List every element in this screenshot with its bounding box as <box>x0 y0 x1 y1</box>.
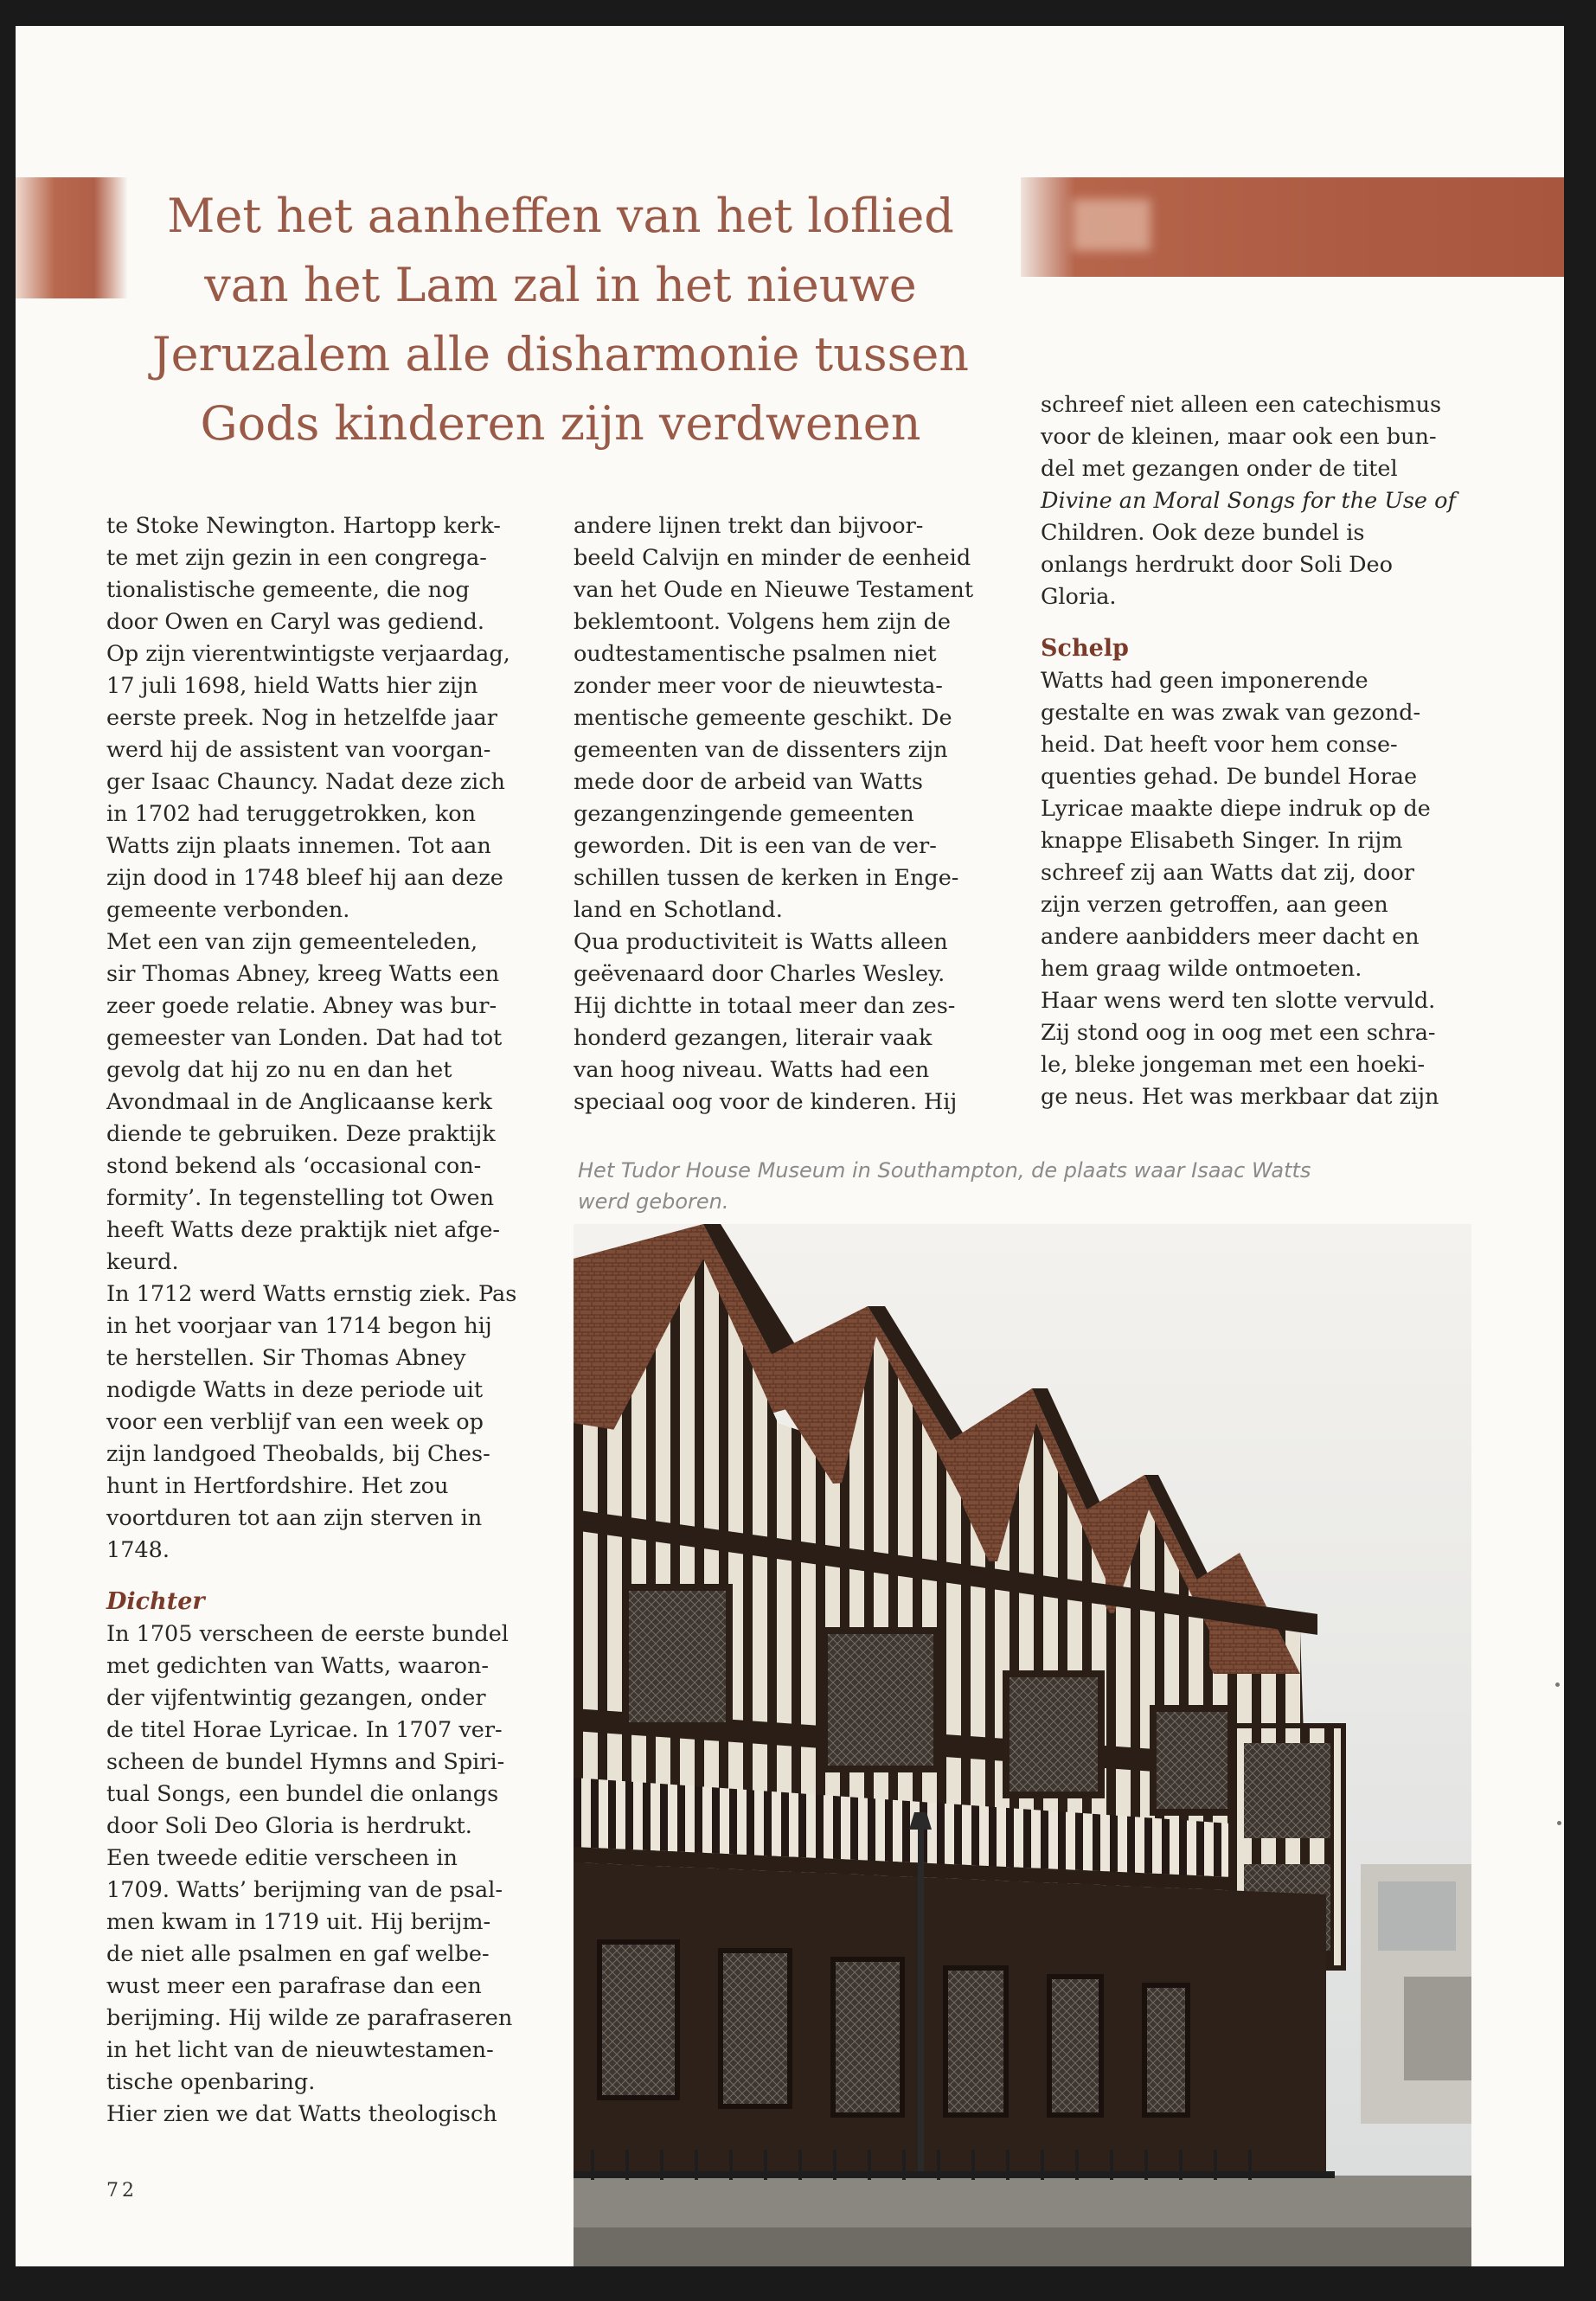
text-line: 1709. Watts’ berijming van de psal- <box>106 1877 503 1903</box>
text-line: Lyricae maakte diepe indruk op de <box>1041 796 1431 822</box>
text-line: in het licht van de nieuwtestamen- <box>106 2037 494 2063</box>
text-line: Watts had geen imponerende <box>1041 668 1368 694</box>
text-line: eerste preek. Nog in hetzelfde jaar <box>106 705 497 731</box>
text-line: andere aanbidders meer dacht en <box>1041 924 1420 950</box>
text-line: stond bekend als ‘occasional con- <box>106 1153 482 1179</box>
text-line: diende te gebruiken. Deze praktijk <box>106 1121 496 1147</box>
decorative-band-left <box>16 177 128 298</box>
text-line: met gedichten van Watts, waaron- <box>106 1653 490 1679</box>
text-line: Zij stond oog in oog met een schra- <box>1041 1020 1436 1046</box>
text-line: men kwam in 1719 uit. Hij berijm- <box>106 1909 491 1935</box>
text-column-2 <box>574 510 1023 1118</box>
text-line: Children. Ook deze bundel is <box>1041 520 1365 546</box>
text-line: in het voorjaar van 1714 begon hij <box>106 1313 492 1339</box>
column-3-paragraphs-a <box>1041 389 1490 613</box>
headline-line: Jeruzalem alle disharmonie tussen <box>151 327 970 381</box>
text-line: van hoog niveau. Watts had een <box>574 1057 930 1083</box>
text-line: 17 juli 1698, hield Watts hier zijn <box>106 673 478 699</box>
decorative-band-right <box>1021 177 1564 277</box>
text-line: schreef niet alleen een catechismus <box>1041 392 1442 418</box>
text-column-1 <box>106 510 556 2131</box>
column-1-paragraphs-b <box>106 1618 556 2131</box>
text-line: le, bleke jongeman met een hoeki- <box>1041 1052 1426 1078</box>
text-line: geworden. Dit is een van de ver- <box>574 833 937 859</box>
text-line: Met een van zijn gemeenteleden, <box>106 929 478 955</box>
text-line: 1748. <box>106 1537 170 1563</box>
text-line: gevolg dat hij zo nu en dan het <box>106 1057 452 1083</box>
text-line: scheen de bundel Hymns and Spiri- <box>106 1749 505 1775</box>
text-line: schillen tussen de kerken in Enge- <box>574 865 959 891</box>
scan-speck <box>1555 1682 1560 1687</box>
text-line: beklemtoont. Volgens hem zijn de <box>574 609 951 635</box>
text-line: oudtestamentische psalmen niet <box>574 641 937 667</box>
pull-quote-headline <box>145 182 976 458</box>
text-line: Avondmaal in de Anglicaanse kerk <box>106 1089 492 1115</box>
text-line: gemeenten van de dissenters zijn <box>574 737 948 763</box>
text-line: in 1702 had teruggetrokken, kon <box>106 801 477 827</box>
text-line: zijn dood in 1748 bleef hij aan deze <box>106 865 503 891</box>
tudor-house-photo <box>574 1224 1471 2266</box>
headline-line: Gods kinderen zijn verdwenen <box>200 396 921 451</box>
column-3-paragraphs-b <box>1041 665 1490 1113</box>
text-line: wust meer een parafrase dan een <box>106 1973 482 1999</box>
text-line: werd hij de assistent van voorgan- <box>106 737 491 763</box>
text-line: In 1705 verscheen de eerste bundel <box>106 1621 509 1647</box>
text-line: quenties gehad. De bundel Horae <box>1041 764 1418 790</box>
text-line: beeld Calvijn en minder de eenheid <box>574 545 971 571</box>
text-line: de niet alle psalmen en gaf welbe- <box>106 1941 490 1967</box>
text-line: del met gezangen onder de titel <box>1041 456 1398 482</box>
text-line: gemeester van Londen. Dat had tot <box>106 1025 503 1051</box>
text-line: keurd. <box>106 1249 179 1275</box>
text-line: onlangs herdrukt door Soli Deo <box>1041 552 1393 578</box>
text-line: heeft Watts deze praktijk niet afge- <box>106 1217 501 1243</box>
headline-line: Met het aanheffen van het loflied <box>167 189 954 243</box>
text-line: zonder meer voor de nieuwtesta- <box>574 673 943 699</box>
photo-caption <box>578 1155 1356 1217</box>
text-line: tische openbaring. <box>106 2069 316 2095</box>
text-line: nodigde Watts in deze periode uit <box>106 1377 484 1403</box>
text-line: ger Isaac Chauncy. Nadat deze zich <box>106 769 505 795</box>
section-heading-dichter: Dichter <box>106 1588 205 1615</box>
text-line: mede door de arbeid van Watts <box>574 769 923 795</box>
text-line: gemeente verbonden. <box>106 897 350 923</box>
text-line: Gloria. <box>1041 584 1117 610</box>
tudor-house-illustration <box>574 1224 1471 2266</box>
magazine-page <box>16 26 1564 2266</box>
text-line: te Stoke Newington. Hartopp kerk- <box>106 513 501 539</box>
text-line: gezangenzingende gemeenten <box>574 801 914 827</box>
text-line: Hij dichtte in totaal meer dan zes- <box>574 993 956 1019</box>
text-line: Watts zijn plaats innemen. Tot aan <box>106 833 491 859</box>
text-line: te herstellen. Sir Thomas Abney <box>106 1345 466 1371</box>
text-line: honderd gezangen, literair vaak <box>574 1025 933 1051</box>
text-line: Op zijn vierentwintigste verjaardag, <box>106 641 510 667</box>
text-line: de titel Horae Lyricae. In 1707 ver- <box>106 1717 503 1743</box>
text-line: zijn landgoed Theobalds, bij Ches- <box>106 1441 490 1467</box>
text-line: In 1712 werd Watts ernstig ziek. Pas <box>106 1281 517 1307</box>
text-line: hunt in Hertfordshire. Het zou <box>106 1473 449 1499</box>
text-line: voor een verblijf van een week op <box>106 1409 484 1435</box>
text-line: door Owen en Caryl was gediend. <box>106 609 484 635</box>
text-line: Een tweede editie verscheen in <box>106 1845 458 1871</box>
text-line: voortduren tot aan zijn sterven in <box>106 1505 483 1531</box>
text-line: gestalte en was zwak van gezond- <box>1041 700 1421 726</box>
text-line: mentische gemeente geschikt. De <box>574 705 952 731</box>
text-line: berijming. Hij wilde ze parafraseren <box>106 2005 513 2031</box>
caption-line: werd geboren. <box>578 1189 729 1214</box>
text-line: Hier zien we dat Watts theologisch <box>106 2101 497 2127</box>
text-column-3 <box>1041 389 1490 1113</box>
text-line: der vijfentwintig gezangen, onder <box>106 1685 486 1711</box>
text-line: formity’. In tegenstelling tot Owen <box>106 1185 495 1211</box>
text-line: zeer goede relatie. Abney was bur- <box>106 993 497 1019</box>
text-line: te met zijn gezin in een congrega- <box>106 545 487 571</box>
text-line: ge neus. Het was merkbaar dat zijn <box>1041 1084 1439 1110</box>
text-line: heid. Dat heeft voor hem conse- <box>1041 732 1398 758</box>
text-line: speciaal oog voor de kinderen. Hij <box>574 1089 958 1115</box>
caption-line: Het Tudor House Museum in Southampton, de plaats waar Isaac Watts <box>578 1158 1311 1183</box>
text-line: zijn verzen getroffen, aan geen <box>1041 892 1388 918</box>
text-line: voor de kleinen, maar ook een bun- <box>1041 424 1437 450</box>
text-line: Haar wens werd ten slotte vervuld. <box>1041 988 1436 1014</box>
headline-line: van het Lam zal in het nieuwe <box>204 258 917 312</box>
text-line: knappe Elisabeth Singer. In rijm <box>1041 828 1403 854</box>
text-line: van het Oude en Nieuwe Testament <box>574 577 974 603</box>
text-line: tionalistische gemeente, die nog <box>106 577 470 603</box>
text-line: tual Songs, een bundel die onlangs <box>106 1781 499 1807</box>
text-line: Divine an Moral Songs for the Use of <box>1041 488 1456 514</box>
text-line: andere lijnen trekt dan bijvoor- <box>574 513 924 539</box>
scan-speck <box>1557 1821 1561 1825</box>
page-number: 72 <box>106 2180 138 2202</box>
text-line: schreef zij aan Watts dat zij, door <box>1041 860 1414 886</box>
text-line: geëvenaard door Charles Wesley. <box>574 961 945 987</box>
text-line: sir Thomas Abney, kreeg Watts een <box>106 961 500 987</box>
text-line: hem graag wilde ontmoeten. <box>1041 956 1362 982</box>
text-line: Qua productiviteit is Watts alleen <box>574 929 948 955</box>
section-heading-schelp: Schelp <box>1041 635 1129 662</box>
text-line: door Soli Deo Gloria is herdrukt. <box>106 1813 472 1839</box>
text-line: land en Schotland. <box>574 897 783 923</box>
column-1-paragraphs-a <box>106 510 556 1567</box>
